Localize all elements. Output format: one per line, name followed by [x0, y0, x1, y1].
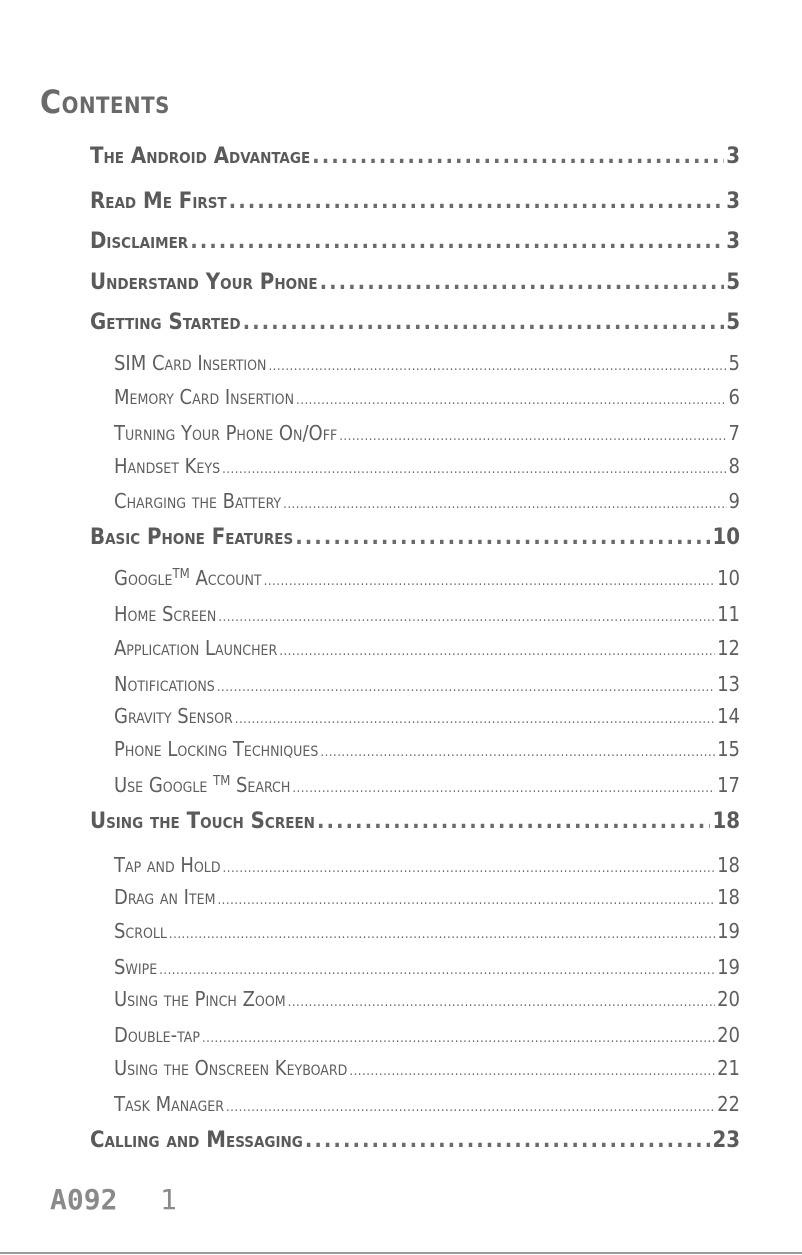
toc-entry-label: Using the Pinch Zoom: [114, 987, 286, 1011]
toc-entry-page: 5: [728, 351, 740, 375]
toc-entry-page: 5: [726, 310, 740, 335]
dot-leader: [279, 638, 715, 658]
dot-leader: [305, 1130, 711, 1152]
toc-entry-page: 13: [717, 672, 740, 696]
toc-entry-using-the-onscreen-keyboard[interactable]: [114, 1058, 740, 1078]
toc-entry-label: Handset Keys: [114, 454, 221, 478]
dot-leader: [190, 231, 724, 253]
toc-entry-label: Using the Onscreen Keyboard: [114, 1056, 348, 1080]
toc-entry-tap-and-hold[interactable]: [114, 855, 740, 875]
label-part: Account: [189, 566, 262, 590]
toc-entry-label: Getting Started: [90, 310, 241, 335]
toc-entry-page: 12: [717, 636, 740, 660]
toc-entry-label: SIM Card Insertion: [114, 351, 267, 375]
toc-entry-scroll[interactable]: [114, 921, 740, 941]
bottom-rule: [0, 1252, 802, 1254]
toc-entry-page: 5: [726, 270, 740, 295]
toc-entry-label: Gravity Sensor: [114, 704, 233, 728]
dot-leader: [268, 353, 726, 373]
toc-entry-label: Task Manager: [114, 1092, 224, 1116]
toc-entry-task-manager[interactable]: [114, 1094, 740, 1114]
toc-entry-label: Home Screen: [114, 602, 217, 626]
page-title: Contents: [40, 83, 170, 121]
footer-model-number: A092: [50, 1183, 118, 1216]
toc-entry-page: 10: [712, 525, 740, 550]
dot-leader: [292, 775, 715, 795]
toc-entry-label: [114, 568, 262, 588]
toc-entry-label: Read Me First: [90, 189, 227, 214]
toc-entry-label: Swipe: [114, 955, 158, 979]
toc-entry-label: [114, 775, 290, 795]
trademark-mark: TM: [172, 566, 190, 582]
toc-entry-read-me-first[interactable]: [90, 191, 740, 213]
toc-entry-label: Memory Card Insertion: [114, 385, 295, 409]
toc-entry-turning-phone-on-off[interactable]: [114, 423, 740, 443]
toc-entry-sim-card-insertion[interactable]: [114, 353, 740, 373]
dot-leader: [317, 811, 710, 833]
toc-entry-application-launcher[interactable]: [114, 638, 740, 658]
toc-entry-use-google-search[interactable]: [114, 775, 740, 795]
toc-entry-page: 3: [726, 229, 740, 254]
toc-entry-home-screen[interactable]: [114, 604, 740, 624]
toc-entry-label: Phone Locking Techniques: [114, 737, 319, 761]
dot-leader: [288, 989, 716, 1009]
toc-entry-label: Calling and Messaging: [90, 1128, 303, 1153]
toc-entry-using-the-pinch-zoom[interactable]: [114, 989, 740, 1009]
toc-entry-basic-phone-features[interactable]: [90, 527, 740, 549]
toc-entry-calling-and-messaging[interactable]: [90, 1130, 740, 1152]
toc-entry-label: Charging the Battery: [114, 489, 282, 513]
dot-leader: [217, 674, 715, 694]
dot-leader: [169, 921, 715, 941]
dot-leader: [339, 423, 726, 443]
toc-entry-getting-started[interactable]: [90, 312, 740, 334]
dot-leader: [217, 887, 715, 907]
toc-entry-handset-keys[interactable]: [114, 456, 740, 476]
toc-entry-disclaimer[interactable]: [90, 231, 740, 253]
toc-entry-phone-locking-techniques[interactable]: [114, 739, 740, 759]
toc-entry-page: 21: [717, 1056, 740, 1080]
toc-entry-the-android-advantage[interactable]: [90, 146, 740, 168]
toc-entry-label: Using the Touch Screen: [90, 809, 315, 834]
dot-leader: [283, 491, 726, 511]
toc-entry-double-tap[interactable]: [114, 1025, 740, 1045]
dot-leader: [202, 1025, 715, 1045]
toc-entry-label: Turning Your Phone On/Off: [114, 421, 338, 445]
toc-entry-page: 18: [712, 809, 740, 834]
toc-entry-label: Double-tap: [114, 1023, 200, 1047]
toc-entry-swipe[interactable]: [114, 957, 740, 977]
toc-entry-using-the-touch-screen[interactable]: [90, 811, 740, 833]
toc-entry-label: The Android Advantage: [90, 144, 311, 169]
dot-leader: [243, 312, 725, 334]
toc-entry-notifications[interactable]: [114, 674, 740, 694]
toc-entry-label: Drag an Item: [114, 885, 216, 909]
dot-leader: [312, 146, 724, 168]
toc-entry-page: 18: [717, 853, 740, 877]
dot-leader: [320, 739, 715, 759]
toc-entry-memory-card-insertion[interactable]: [114, 387, 740, 407]
toc-entry-label: Disclaimer: [90, 229, 189, 254]
label-part: Search: [230, 773, 291, 797]
toc-entry-page: 22: [717, 1092, 740, 1116]
toc-entry-google-account[interactable]: [114, 568, 740, 588]
dot-leader: [349, 1058, 715, 1078]
toc-entry-understand-your-phone[interactable]: [90, 272, 740, 294]
toc-entry-page: 17: [717, 773, 740, 797]
footer-page-number: 1: [160, 1183, 177, 1216]
toc-entry-page: 23: [712, 1128, 740, 1153]
toc-entry-page: 3: [726, 189, 740, 214]
toc-entry-page: 11: [717, 602, 740, 626]
toc-entry-page: 3: [726, 144, 740, 169]
dot-leader: [218, 604, 715, 624]
toc-entry-page: 19: [717, 919, 740, 943]
toc-entry-label: Scroll: [114, 919, 167, 943]
toc-entry-label: Application Launcher: [114, 636, 278, 660]
trademark-mark: TM: [213, 773, 231, 789]
toc-entry-label: Basic Phone Features: [90, 525, 294, 550]
label-part: Use Google: [114, 773, 214, 797]
dot-leader: [159, 957, 715, 977]
toc-entry-page: 19: [717, 955, 740, 979]
dot-leader: [264, 568, 716, 588]
dot-leader: [223, 855, 716, 875]
toc-entry-page: 14: [717, 704, 740, 728]
toc-entry-page: 15: [717, 737, 740, 761]
toc-entry-label: Notifications: [114, 672, 215, 696]
dot-leader: [320, 272, 725, 294]
toc-entry-label: Tap and Hold: [114, 853, 221, 877]
toc-entry-page: 10: [717, 566, 740, 590]
toc-entry-page: 8: [728, 454, 740, 478]
dot-leader: [229, 191, 725, 213]
toc-entry-page: 20: [717, 1023, 740, 1047]
dot-leader: [295, 527, 710, 549]
dot-leader: [226, 1094, 715, 1114]
toc-entry-page: 9: [728, 489, 740, 513]
label-part: Google: [114, 566, 173, 590]
toc-entry-label: Understand Your Phone: [90, 270, 318, 295]
toc-entry-gravity-sensor[interactable]: [114, 706, 740, 726]
toc-entry-page: 20: [717, 987, 740, 1011]
dot-leader: [222, 456, 726, 476]
dot-leader: [296, 387, 727, 407]
dot-leader: [235, 706, 715, 726]
toc-entry-page: 7: [728, 421, 740, 445]
toc-entry-charging-the-battery[interactable]: [114, 491, 740, 511]
toc-entry-drag-an-item[interactable]: [114, 887, 740, 907]
toc-entry-page: 18: [717, 885, 740, 909]
toc-entry-page: 6: [728, 385, 740, 409]
